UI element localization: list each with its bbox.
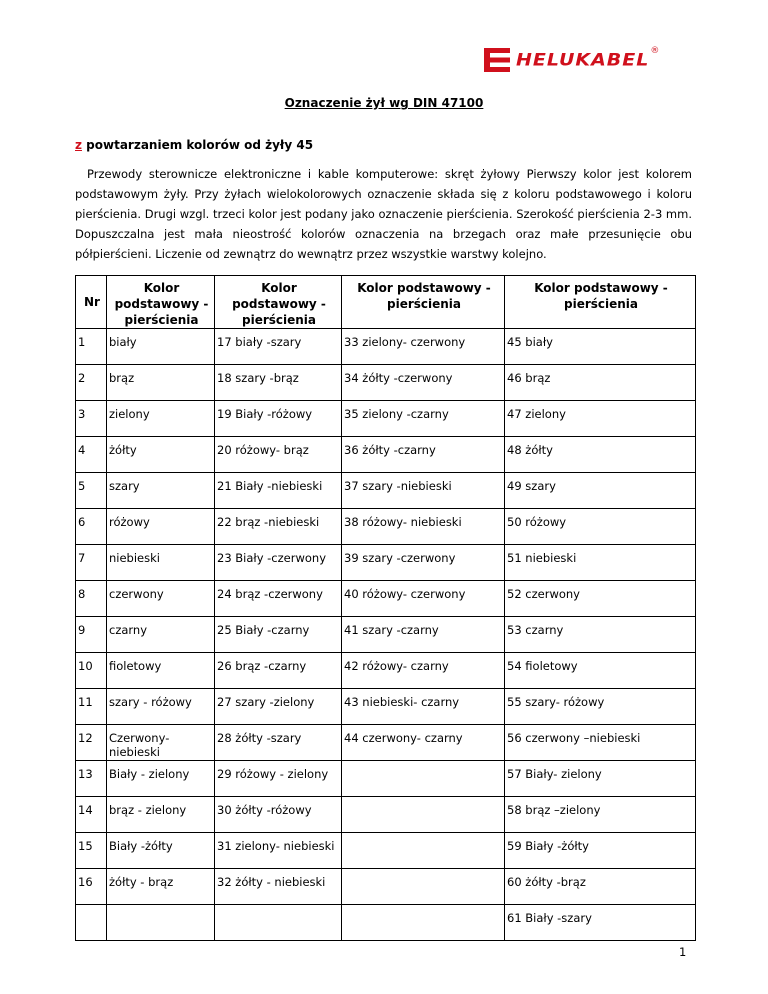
table-body [76, 329, 696, 941]
table-cell: 28 żółty -szary [215, 725, 342, 761]
table-row [76, 329, 696, 365]
description-paragraph: Przewody sterownicze elektroniczne i kable komputerowe: skręt żyłowy Pierwszy kolor jest kolorem podstawowym żyły. Przy żyłach wielokolorowych oznaczenie składa się z koloru podstawowego i koloru pierścienia. Drugi wzgl. trzeci kolor jest podany jako oznaczenie pierścienia. Szerokość pierścienia 2-3 mm. Dopuszczalna jest mała nieostrość kolorów oznaczenia na brzegach oraz małe przesunięcie obu półpierścieni. Liczenie od zewnątrz do wewnątrz przez wszystkie warstwy kolejno. [75, 167, 692, 261]
table-cell: szary [107, 473, 215, 509]
table-cell [342, 833, 505, 869]
table-cell: Biały -żółty [107, 833, 215, 869]
table-cell [342, 797, 505, 833]
table-cell: 52 czerwony [505, 581, 696, 617]
table-row [76, 797, 696, 833]
table-row [76, 761, 696, 797]
table-cell: Czerwony- niebieski [107, 725, 215, 761]
header-col-1: Kolor podstawowy - pierścienia [107, 276, 215, 329]
table-cell: 8 [76, 581, 107, 617]
table-cell [215, 905, 342, 941]
table-cell: 4 [76, 437, 107, 473]
table-cell: biały [107, 329, 215, 365]
table-cell: 34 żółty -czerwony [342, 365, 505, 401]
table-cell: 53 czarny [505, 617, 696, 653]
helukabel-logo-mark-icon [484, 48, 510, 72]
table-cell: czerwony [107, 581, 215, 617]
table-cell: 14 [76, 797, 107, 833]
table-row [76, 401, 696, 437]
table-cell: 49 szary [505, 473, 696, 509]
table-row [76, 833, 696, 869]
table-cell: 31 zielony- niebieski [215, 833, 342, 869]
table-cell: 48 żółty [505, 437, 696, 473]
table-cell: 59 Biały -żółty [505, 833, 696, 869]
table-cell: czarny [107, 617, 215, 653]
table-cell: 58 brąz –zielony [505, 797, 696, 833]
header-col-3: Kolor podstawowy - pierścienia [342, 276, 505, 329]
table-cell: 57 Biały- zielony [505, 761, 696, 797]
table-row [76, 365, 696, 401]
table-cell: 15 [76, 833, 107, 869]
table-header-row [76, 276, 696, 329]
table-cell: 51 niebieski [505, 545, 696, 581]
table-row [76, 689, 696, 725]
table-cell: 29 różowy - zielony [215, 761, 342, 797]
table-cell: 1 [76, 329, 107, 365]
table-cell: 18 szary -brąz [215, 365, 342, 401]
subtitle [75, 138, 313, 152]
table-cell: 44 czerwony- czarny [342, 725, 505, 761]
table-row [76, 653, 696, 689]
table-cell: 21 Biały -niebieski [215, 473, 342, 509]
table-cell: 16 [76, 869, 107, 905]
table-cell: 55 szary- różowy [505, 689, 696, 725]
table-cell: żółty [107, 437, 215, 473]
table-cell: 32 żółty - niebieski [215, 869, 342, 905]
table-cell: 6 [76, 509, 107, 545]
table-row [76, 905, 696, 941]
table-cell: szary - różowy [107, 689, 215, 725]
table-cell: 39 szary -czerwony [342, 545, 505, 581]
table-row [76, 869, 696, 905]
table-cell: 17 biały -szary [215, 329, 342, 365]
table-row [76, 473, 696, 509]
table-cell: 26 brąz -czarny [215, 653, 342, 689]
table-cell: brąz [107, 365, 215, 401]
table-cell: 38 różowy- niebieski [342, 509, 505, 545]
table-cell: 22 brąz -niebieski [215, 509, 342, 545]
table-cell: 27 szary -zielony [215, 689, 342, 725]
table-cell: 11 [76, 689, 107, 725]
table-cell: 54 fioletowy [505, 653, 696, 689]
table-cell: 12 [76, 725, 107, 761]
table-cell: 47 zielony [505, 401, 696, 437]
table-cell: 7 [76, 545, 107, 581]
table-cell: 41 szary -czarny [342, 617, 505, 653]
table-cell: 24 brąz -czerwony [215, 581, 342, 617]
table-cell: 13 [76, 761, 107, 797]
table-cell [342, 869, 505, 905]
table-cell: fioletowy [107, 653, 215, 689]
table-cell: 60 żółty -brąz [505, 869, 696, 905]
table-cell: 23 Biały -czerwony [215, 545, 342, 581]
table-cell: różowy [107, 509, 215, 545]
table-cell: 35 zielony -czarny [342, 401, 505, 437]
document-title: Oznaczenie żył wg DIN 47100 [284, 96, 484, 110]
table-cell: brąz - zielony [107, 797, 215, 833]
table-cell [342, 761, 505, 797]
subtitle-prefix: z [75, 138, 82, 152]
table-row [76, 509, 696, 545]
table-cell: 45 biały [505, 329, 696, 365]
table-cell: 61 Biały -szary [505, 905, 696, 941]
table-cell: 25 Biały -czarny [215, 617, 342, 653]
table-row [76, 617, 696, 653]
table-cell: 30 żółty -różowy [215, 797, 342, 833]
table-cell: niebieski [107, 545, 215, 581]
table-cell: 46 brąz [505, 365, 696, 401]
registered-mark: ® [650, 46, 660, 56]
table-row [76, 725, 696, 761]
table-cell [107, 905, 215, 941]
table-cell: 37 szary -niebieski [342, 473, 505, 509]
header-col-4: Kolor podstawowy - pierścienia [505, 276, 696, 329]
table-row [76, 545, 696, 581]
table-row [76, 581, 696, 617]
table-cell: 9 [76, 617, 107, 653]
table-cell: 19 Biały -różowy [215, 401, 342, 437]
wire-color-table [75, 275, 696, 941]
subtitle-rest: powtarzaniem kolorów od żyły 45 [81, 138, 314, 152]
table-cell: 42 różowy- czarny [342, 653, 505, 689]
table-cell: 56 czerwony –niebieski [505, 725, 696, 761]
table-cell: 40 różowy- czerwony [342, 581, 505, 617]
logo-text: HELUKABEL [516, 50, 650, 70]
table-cell: 2 [76, 365, 107, 401]
table-cell: 20 różowy- brąz [215, 437, 342, 473]
table-cell: 3 [76, 401, 107, 437]
table-cell: 5 [76, 473, 107, 509]
page-number: 1 [679, 945, 687, 959]
table-cell: 36 żółty -czarny [342, 437, 505, 473]
table-cell: Biały - zielony [107, 761, 215, 797]
helukabel-logo [484, 46, 694, 74]
table-row [76, 437, 696, 473]
table-cell [76, 905, 107, 941]
table-cell: zielony [107, 401, 215, 437]
table-cell: 43 niebieski- czarny [342, 689, 505, 725]
table-cell [342, 905, 505, 941]
header-nr: Nr [76, 276, 107, 329]
table-cell: 10 [76, 653, 107, 689]
table-cell: żółty - brąz [107, 869, 215, 905]
header-col-2: Kolor podstawowy - pierścienia [215, 276, 342, 329]
table-cell: 50 różowy [505, 509, 696, 545]
table-cell: 33 zielony- czerwony [342, 329, 505, 365]
